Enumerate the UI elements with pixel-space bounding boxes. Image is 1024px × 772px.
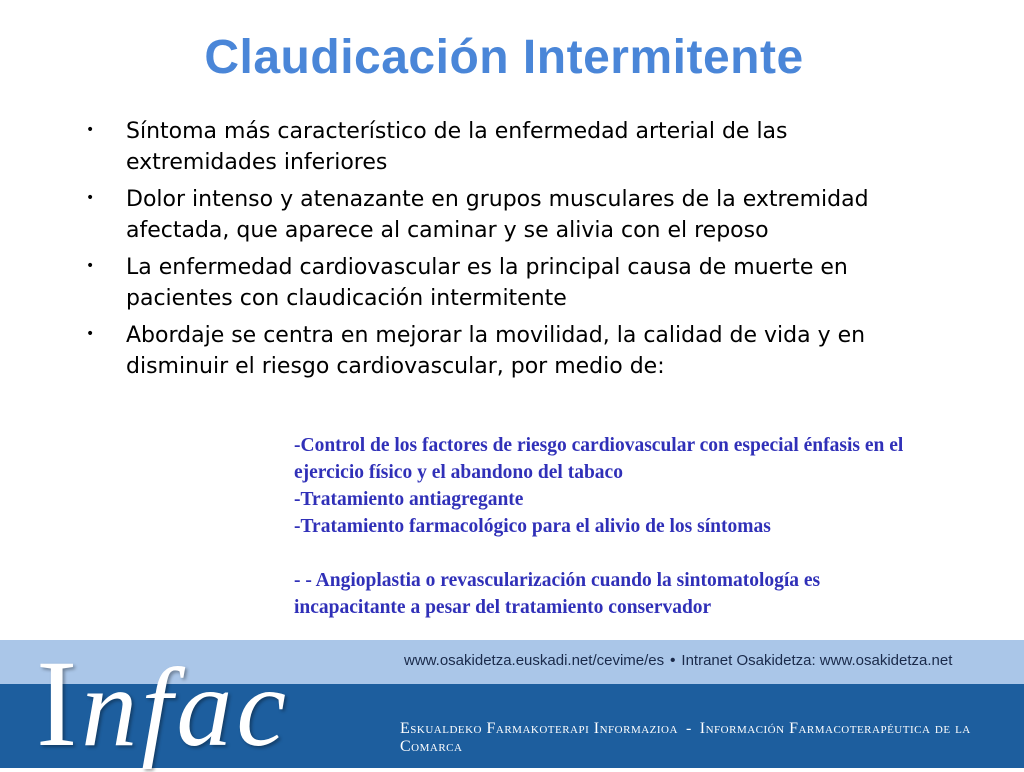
slide-title: Claudicación Intermitente	[204, 31, 804, 84]
tagline-basque: Eskualdeko Farmakoterapi Informazioa	[400, 720, 678, 737]
bullet-item	[84, 252, 944, 314]
bullet-text: La enfermedad cardiovascular es la principal causa de muerte en pacientes con claudicación intermitente	[126, 255, 848, 311]
bullet-icon: •	[86, 258, 95, 274]
bullet-item	[84, 116, 944, 178]
bullet-item	[84, 184, 944, 246]
bullet-icon: •	[86, 326, 95, 342]
bullet-icon: •	[86, 190, 95, 206]
bullet-text: Abordaje se centra en mejorar la movilidad, la calidad de vida y en disminuir el riesgo cardiovascular, por medio de:	[126, 323, 866, 379]
spacer	[294, 540, 934, 567]
bullet-text: Dolor intenso y atenazante en grupos musculares de la extremidad afectada, que aparece al caminar y se alivia con el reposo	[126, 187, 869, 243]
separator-icon: •	[670, 652, 676, 669]
bullet-list	[84, 116, 944, 388]
bullet-text: Síntoma más característico de la enfermedad arterial de las extremidades inferiores	[126, 119, 788, 175]
tagline-spanish: Información Farmacoterapéutica de la Comarca	[400, 720, 971, 755]
treatment-item: -Tratamiento farmacológico para el alivio de los síntomas	[294, 516, 771, 537]
treatment-item: - - Angioplastia o revascularización cuando la sintomatología es incapacitante a pesar del tratamiento conservador	[294, 570, 821, 618]
footer-tagline	[400, 720, 1024, 756]
tagline-separator: -	[685, 720, 692, 737]
treatment-item: -Control de los factores de riesgo cardiovascular con especial énfasis en el ejercicio físico y el abandono del tabaco	[294, 435, 904, 483]
bullet-item	[84, 320, 944, 382]
logo-rest: nfac	[81, 646, 291, 770]
logo-initial: I	[36, 635, 82, 772]
bullet-icon: •	[86, 122, 95, 138]
treatment-item: -Tratamiento antiagregante	[294, 489, 524, 510]
intranet-link[interactable]: Intranet Osakidetza: www.osakidetza.net	[681, 652, 953, 669]
infac-logo	[36, 635, 291, 772]
treatment-list	[294, 432, 934, 621]
cevime-link[interactable]: www.osakidetza.euskadi.net/cevime/es	[404, 652, 665, 669]
footer-links	[404, 652, 952, 669]
